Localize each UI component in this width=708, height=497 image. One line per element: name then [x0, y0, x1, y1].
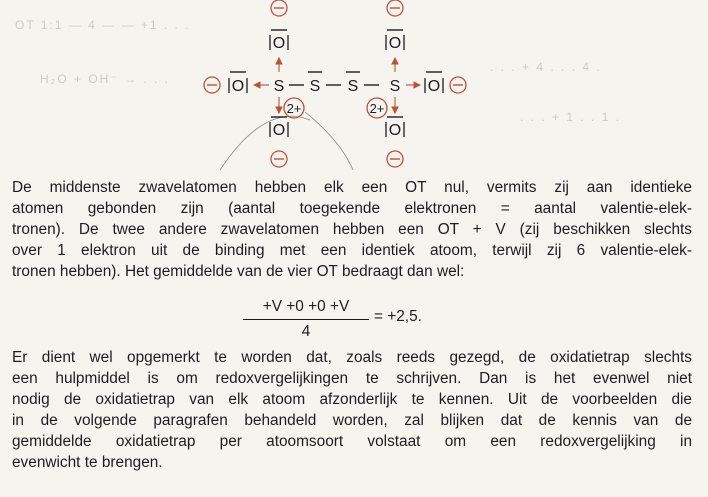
formula-result: = +2,5. [374, 308, 422, 325]
charge-bottom-left [271, 151, 287, 167]
text-line: atomen gebonden zijn (aantal toegekende elektronen = aantal valentie-elek- [12, 200, 692, 217]
sulfur-1: S [273, 78, 285, 95]
text-line: een hulpmiddel is om redoxvergelijkingen te schrijven. Dan is het evenwel niet [12, 370, 692, 387]
charge-top-left [271, 0, 287, 16]
charge-2plus-left [284, 98, 304, 118]
sulfur-3: S [347, 78, 359, 95]
oxygen-bottom-left: O [272, 122, 286, 139]
charge-left [204, 77, 220, 93]
structure-svg [190, 0, 480, 172]
fraction-numerator: +V +0 +0 +V [262, 298, 350, 315]
sulfur-2: S [309, 78, 321, 95]
oxygen-left: O [231, 78, 245, 95]
charge-bottom-right [387, 151, 403, 167]
average-oxidation-formula [243, 297, 443, 341]
text-line: tronen hebben). Het gemiddelde van de vier OT bedraagt dan wel: [12, 263, 465, 280]
text-line: over 1 elektron uit de binding met een identiek atoom, terwijl zij 6 valentie-elek- [12, 242, 692, 259]
oxygen-top-left: O [272, 35, 286, 52]
svg-text:2+: 2+ [286, 101, 302, 116]
text-line: in de volgende paragrafen behandeld worden, zal blijken dat de kennis van de [12, 412, 692, 429]
paragraph-redox-note [12, 347, 692, 473]
bleed-through-text: OT 1:1 — 4 — — +1 . . . [15, 18, 191, 32]
charge-2plus-right [367, 98, 387, 118]
text-line: tronen). De twee andere zwavelatomen hebben een OT + V (zij beschikken slechts [12, 221, 692, 238]
bleed-through-text: . . . + 1 . . 1 . [520, 110, 622, 124]
text-line: gemiddelde oxidatietrap per atoomsoort volstaat om een redoxvergelijking in [12, 433, 692, 450]
oxygen-right: O [427, 78, 441, 95]
fraction-denominator: 4 [301, 323, 311, 341]
curve-line [220, 116, 310, 170]
text-line: evenwicht te brengen. [12, 454, 163, 471]
text-line: De middenste zwavelatomen hebben elk een OT nul, vermits zij aan identieke [12, 179, 692, 196]
fraction-bar [243, 319, 369, 320]
svg-text:2+: 2+ [369, 101, 385, 116]
bleed-through-text: H₂O + OH⁻ → . . . [40, 72, 171, 86]
oxygen-top-right: O [388, 35, 402, 52]
tetrathionate-structure-diagram [190, 0, 480, 172]
charge-right [450, 77, 466, 93]
sulfur-4: S [389, 78, 401, 95]
curve-line [305, 112, 353, 170]
bleed-through-text: . . . + 4 . . . 4 . [490, 60, 602, 74]
charge-top-right [387, 0, 403, 16]
oxygen-bottom-right: O [388, 122, 402, 139]
paragraph-oxidation-states [12, 177, 692, 282]
text-line: Er dient wel opgemerkt te worden dat, zoals reeds gezegd, de oxidatietrap slechts [12, 349, 692, 366]
text-line: nodig de oxidatietrap van elk atoom afzonderlijk te kennen. Uit de voorbeelden die [12, 391, 692, 408]
fraction [243, 297, 369, 342]
